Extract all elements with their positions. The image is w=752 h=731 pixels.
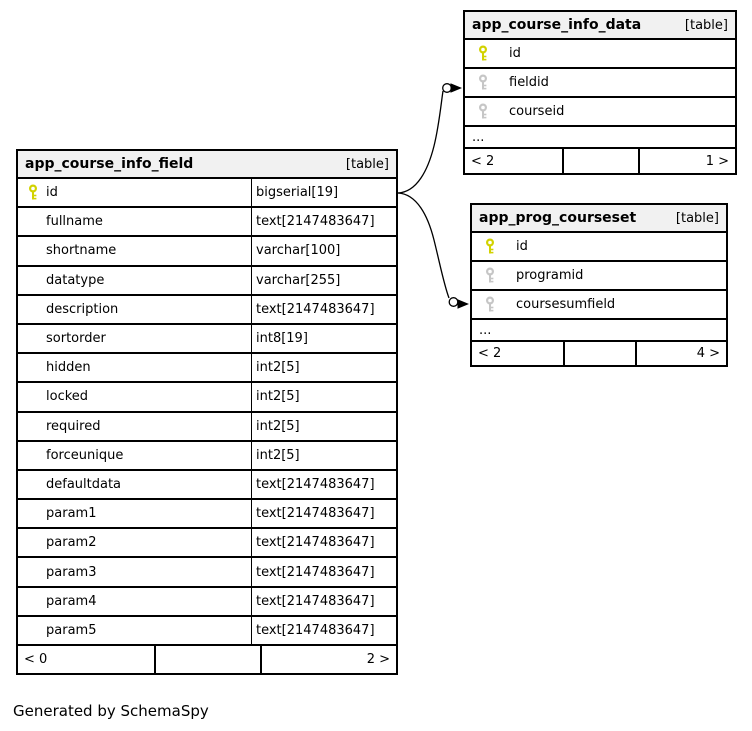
column-name: param3 xyxy=(46,564,97,580)
entity-table-app_course_info_field[interactable] xyxy=(16,149,398,675)
footer-child-count: 2 > xyxy=(260,646,396,673)
edge-to-app-course-info-data xyxy=(398,83,462,193)
footer-middle-cell xyxy=(154,646,260,673)
column-name: shortname xyxy=(46,243,117,259)
more-columns-ellipsis: ... xyxy=(465,127,735,149)
column-name: sortorder xyxy=(46,331,106,347)
column-type: varchar[255] xyxy=(251,267,396,294)
column-name: hidden xyxy=(46,360,91,376)
column-type: int2[5] xyxy=(251,383,396,410)
footer-child-count: 4 > xyxy=(635,342,726,365)
table-name[interactable]: app_prog_courseset xyxy=(479,210,637,226)
column-type: text[2147483647] xyxy=(251,296,396,323)
edge-curve xyxy=(398,91,443,193)
table-name[interactable]: app_course_info_data xyxy=(472,17,642,33)
table-header xyxy=(18,151,396,179)
column-type: int2[5] xyxy=(251,354,396,381)
column-type: int2[5] xyxy=(251,413,396,440)
column-row-defaultdata xyxy=(18,471,396,500)
primary-key-icon xyxy=(478,45,488,62)
table-footer xyxy=(472,342,726,365)
entity-table-app_course_info_data[interactable] xyxy=(463,10,737,175)
column-row-description xyxy=(18,296,396,325)
column-name: fullname xyxy=(46,214,103,230)
column-type: int2[5] xyxy=(251,442,396,469)
column-type: text[2147483647] xyxy=(251,588,396,615)
key-cell xyxy=(485,238,516,255)
column-row-id xyxy=(472,233,726,262)
key-cell xyxy=(478,74,509,91)
column-row-courseid xyxy=(465,98,735,127)
table-footer xyxy=(465,149,735,173)
foreign-key-icon xyxy=(485,267,495,284)
table-header xyxy=(472,205,726,233)
zero-or-many-circle-icon xyxy=(449,298,458,307)
column-row-coursesumfield xyxy=(472,291,726,320)
edge-to-app-prog-courseset xyxy=(398,193,469,309)
column-name: param4 xyxy=(46,593,97,609)
key-cell xyxy=(485,267,516,284)
more-columns-ellipsis: ... xyxy=(472,320,726,342)
column-name: required xyxy=(46,418,101,434)
column-name: id xyxy=(516,239,528,254)
column-row-required xyxy=(18,413,396,442)
column-name: param2 xyxy=(46,535,97,551)
column-row-programid xyxy=(472,262,726,291)
footer-child-count: 1 > xyxy=(638,149,735,173)
column-row-id xyxy=(465,40,735,69)
table-header xyxy=(465,12,735,40)
arrowhead-icon xyxy=(451,83,463,93)
column-name: courseid xyxy=(509,104,565,119)
column-type: text[2147483647] xyxy=(251,500,396,527)
column-name: fieldid xyxy=(509,75,549,90)
column-type: text[2147483647] xyxy=(251,529,396,556)
column-row-param3 xyxy=(18,558,396,587)
entity-table-app_prog_courseset[interactable] xyxy=(470,203,728,367)
footer-parent-count: < 0 xyxy=(24,652,48,667)
column-row-param1 xyxy=(18,500,396,529)
key-cell xyxy=(485,296,516,313)
foreign-key-icon xyxy=(478,103,488,120)
footer-middle-cell xyxy=(562,149,638,173)
arrowhead-icon xyxy=(458,299,470,309)
column-row-sortorder xyxy=(18,325,396,354)
key-cell xyxy=(478,45,509,62)
foreign-key-icon xyxy=(478,74,488,91)
column-row-locked xyxy=(18,383,396,412)
table-name[interactable]: app_course_info_field xyxy=(25,156,194,172)
footer-parent-count: < 2 xyxy=(471,153,495,169)
column-name: param1 xyxy=(46,506,97,522)
primary-key-icon xyxy=(28,184,38,201)
column-type: text[2147483647] xyxy=(251,471,396,498)
column-name: forceunique xyxy=(46,447,124,463)
column-type: varchar[100] xyxy=(251,237,396,264)
table-type-tag: [table] xyxy=(684,17,728,33)
column-type: bigserial[19] xyxy=(251,179,396,206)
table-type-tag: [table] xyxy=(345,156,389,172)
column-name: datatype xyxy=(46,272,105,288)
column-row-shortname xyxy=(18,237,396,266)
column-name: param5 xyxy=(46,622,97,638)
key-cell xyxy=(28,184,46,201)
column-name: description xyxy=(46,301,119,317)
footer-middle-cell xyxy=(563,342,634,365)
table-footer xyxy=(18,646,396,673)
table-type-tag: [table] xyxy=(675,210,719,226)
primary-key-icon xyxy=(485,238,495,255)
column-row-fullname xyxy=(18,208,396,237)
column-row-id xyxy=(18,179,396,208)
column-name: id xyxy=(509,46,521,61)
edge-curve xyxy=(398,193,449,298)
column-row-datatype xyxy=(18,267,396,296)
column-type: int8[19] xyxy=(251,325,396,352)
column-name: locked xyxy=(46,389,89,405)
generator-credit: Generated by SchemaSpy xyxy=(13,702,209,720)
column-type: text[2147483647] xyxy=(251,558,396,585)
footer-parent-count: < 2 xyxy=(478,346,502,361)
zero-or-many-circle-icon xyxy=(443,84,452,93)
column-row-hidden xyxy=(18,354,396,383)
key-cell xyxy=(478,103,509,120)
column-row-fieldid xyxy=(465,69,735,98)
column-row-param4 xyxy=(18,588,396,617)
foreign-key-icon xyxy=(485,296,495,313)
column-row-forceunique xyxy=(18,442,396,471)
column-name: id xyxy=(46,185,58,201)
column-name: coursesumfield xyxy=(516,297,616,312)
column-row-param2 xyxy=(18,529,396,558)
column-name: defaultdata xyxy=(46,476,122,492)
column-name: programid xyxy=(516,268,584,283)
column-type: text[2147483647] xyxy=(251,208,396,235)
column-type: text[2147483647] xyxy=(251,617,396,644)
column-row-param5 xyxy=(18,617,396,646)
